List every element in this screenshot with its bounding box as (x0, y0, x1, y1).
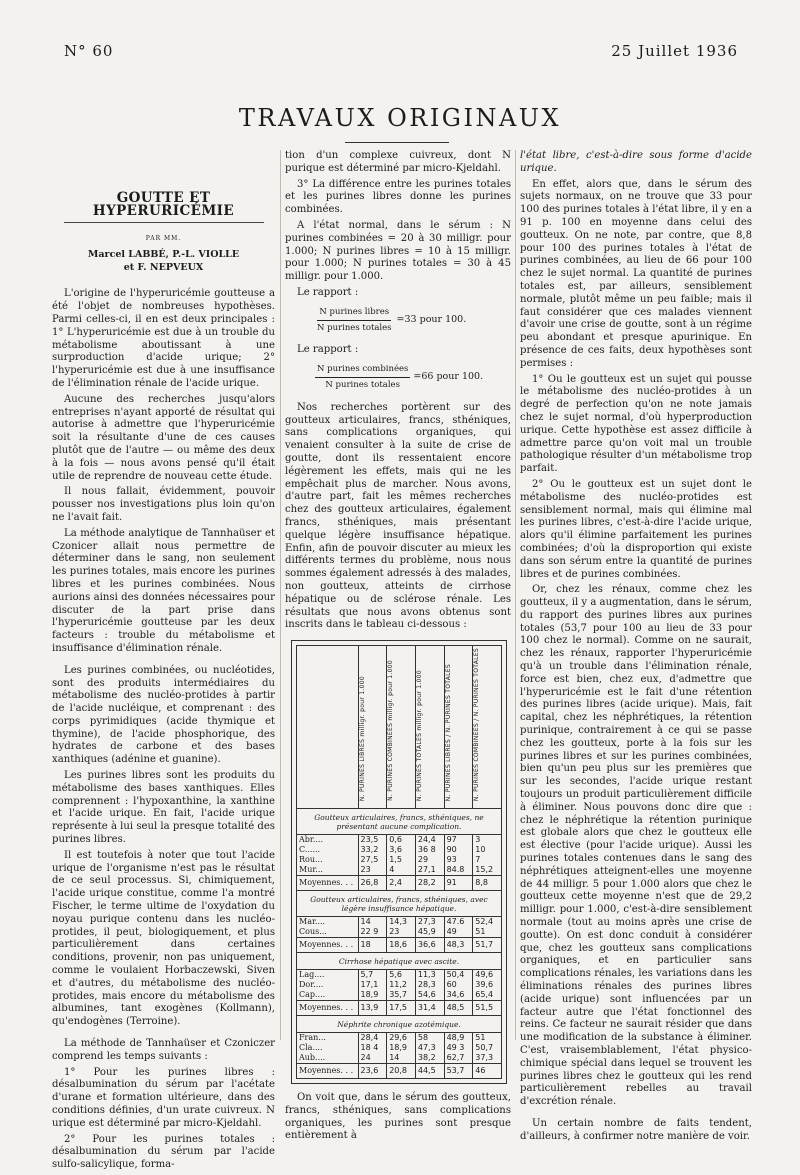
table-cell-value: 49,6 (473, 970, 502, 981)
table-cell-patient: Rou... (297, 855, 359, 865)
table-average-value: 28,2 (415, 876, 444, 891)
table-group-row (297, 953, 502, 970)
table-cell-value: 90 (444, 845, 473, 855)
table-average-value: 20,8 (387, 1064, 416, 1079)
rapport-label: Le rapport : (297, 286, 359, 298)
table-cell-value: 23,5 (358, 835, 387, 846)
table-cell-value: 3,6 (387, 845, 416, 855)
formula-ratio-free (315, 306, 511, 335)
table-average-value: 91 (444, 876, 473, 891)
table-cell-value: 47.6 (444, 917, 473, 928)
table-header: N. PURINES LIBRES milligr. pour 1.000 (358, 646, 387, 809)
table-cell-value: 49 3 (444, 1043, 473, 1053)
table-average-value: 48,3 (444, 938, 473, 953)
table-header: N. PURINES TOTALES milligr. pour 1.000 (415, 646, 444, 809)
table-average-value: 18,6 (387, 938, 416, 953)
table-cell-value: 23 (358, 865, 387, 876)
paragraph: Les purines combinées, ou nucléotides, sont des produits intermédiaires du métabolisme des nucléo-protides à partir de l'acide nucléique, et comprenant : des corps pyrimidiques (acide thymique et thymine), de l'acide phosphorique, des hydrates de carbone et des bases xanthiques (adénine et guanine). (52, 664, 275, 766)
column-1 (52, 186, 275, 1175)
paragraph: Aucune des recherches jusqu'alors entreprises n'ayant apporté de résultat qui autorise à admettre que l'hyperuricémie soit la résultante d'une de ces causes plutôt que de l'autre — ou même des deux à la fois — nous avons pensé qu'il était utile de reprendre de nouveau cette étude. (52, 393, 275, 482)
paragraph: 2° Pour les purines totales : désalbumination du sérum par l'acide sulfo-salicylique, forma- (52, 1133, 275, 1171)
table-average-row (297, 1001, 502, 1016)
table-row (297, 970, 502, 981)
paragraph: On voit que, dans le sérum des goutteux, francs, sthéniques, sans complications organiques, les purines sont presque entièrement à (285, 1092, 511, 1142)
article-title-rule (64, 222, 264, 223)
table-cell-value: 49 (444, 927, 473, 938)
table-row (297, 980, 502, 990)
table-header: N. PURINES COMBINÉES / N. PURINES TOTALES (473, 646, 502, 809)
fraction-denominator: N purines totales (317, 322, 392, 333)
formula-result: =33 pour 100. (396, 313, 467, 325)
rapport-label: Le rapport : (297, 344, 359, 356)
table-average-label: Moyennes. . . (297, 876, 359, 891)
table-cell-value: 35,7 (387, 990, 416, 1001)
table-row (297, 927, 502, 938)
table-cell-value: 51 (473, 927, 502, 938)
table-header: N. PURINES LIBRES / N. PURINES TOTALES (444, 646, 473, 809)
table-cell-value: 29 (415, 855, 444, 865)
table-cell-value: 52,4 (473, 917, 502, 928)
column-divider-left (280, 150, 281, 1040)
table-average-value: 46 (473, 1064, 502, 1079)
issue-number: N° 60 (64, 42, 114, 60)
section-title: TRAVAUX ORIGINAUX (238, 104, 562, 132)
table-average-value: 23,6 (358, 1064, 387, 1079)
table-cell-patient: Dor.... (297, 980, 359, 990)
table-average-value: 26,8 (358, 876, 387, 891)
table-cell-value: 54,6 (415, 990, 444, 1001)
paragraph: Or, chez les rénaux, comme chez les goutteux, il y a augmentation, dans le sérum, du rapport des purines libres aux purines totales (53,7 pour 100 au lieu de 33 pour 100 chez le normal). Comme on ne saurait, chez les rénaux, rapporter l'hyperuricémie qu'à un trouble dans l'élimination rénale, force est bien, chez eux, d'admettre que l'hyperuricémie est le fait d'une rétention des purines libres (acide urique). Mais, fait capital, chez les néphrétiques, la rétention purinique, contrairement à ce qui se passe chez les goutteux, porte à la fois sur les purines libres et sur les purines combinées, bien qu'un peu plus sur les premières que sur les secondes, l'acide urique restant toujours un produit particulièrement difficile à éliminer. Nous pouvons donc dire que : chez le néphrétique la rétention purinique est globale alors que chez le goutteux elle est élective (pour l'acide urique). Aussi les purines totales contenues dans le sang des néphrétiques atteignent-elles une moyenne de 44 milligr. 5 pour 1.000 alors que chez le goutteux cette moyenne n'est que de 29,2 milligr. pour 1.000, c'est-à-dire sensiblement normale (tout au moins après une crise de goutte). On est donc conduit à considérer que, chez les goutteux sans complications organiques, et en particulier sans complications rénales, les variations dans les éliminations rénales des purines libres (acide urique) sont influencées par un facteur autre que l'état fonctionnel des reins. Ce facteur ne saurait résider que dans une modification de la substance à éliminer. C'est, vraisemblablement, l'état physico-chimique spécial dans lequel se trouvent les purines libres chez le goutteux qui les rend particulièrement rebelles au travail d'excrétion rénale. (520, 584, 752, 1108)
table-cell-value: 17,1 (358, 980, 387, 990)
table-row (297, 845, 502, 855)
table-average-value: 17,5 (387, 1001, 416, 1016)
table-cell-value: 27,1 (415, 865, 444, 876)
paragraph: Les purines libres sont les produits du métabolisme des bases xanthiques. Elles comprennent : l'hypoxanthine, la xanthine et l'acide urique. En fait, l'acide urique représente à lui seul la presque totalité des purines libres. (52, 770, 275, 846)
table-cell-value: 50,7 (473, 1043, 502, 1053)
paragraph: 1° Ou le goutteux est un sujet qui pousse le métabolisme des nucléo-protides à un degré de perfection qu'on ne note jamais chez le sujet normal, d'où hyperproduction urique. Cette hypothèse est assez difficile à admettre parce qu'on voit mal un trouble pathologique résulter d'un métabolisme trop parfait. (520, 373, 752, 475)
fraction-numerator: N purines libres (317, 306, 391, 321)
table-average-value: 2,4 (387, 876, 416, 891)
table-average-value: 44,5 (415, 1064, 444, 1079)
paragraph: l'état libre, c'est-à-dire sous forme d'acide urique. (520, 150, 752, 174)
column-2 (285, 150, 511, 1146)
table-row (297, 1033, 502, 1044)
table-cell-value: 39,6 (473, 980, 502, 990)
table-cell-value: 14 (387, 1053, 416, 1064)
table-row (297, 1053, 502, 1064)
column-divider-right (515, 150, 516, 1040)
table-cell-value: 27,3 (415, 917, 444, 928)
table-average-value: 8,8 (473, 876, 502, 891)
table-cell-patient: Fran... (297, 1033, 359, 1044)
table-average-label: Moyennes. . . (297, 1064, 359, 1079)
table-cell-value: 48,9 (444, 1033, 473, 1044)
table-cell-value: 22 9 (358, 927, 387, 938)
table-row (297, 835, 502, 846)
table-cell-value: 51 (473, 1033, 502, 1044)
table-average-label: Moyennes. . . (297, 938, 359, 953)
fraction (315, 306, 394, 335)
fraction (315, 363, 410, 392)
table-average-value: 51,7 (473, 938, 502, 953)
table-cell-value: 62,7 (444, 1053, 473, 1064)
paragraph: Il est toutefois à noter que tout l'acide urique de l'organisme n'est pas le résultat de ce seul processus. Si, chimiquement, l'acide urique constitue, comme l'a montré Fischer, le terme ultime de l'oxydation du noyau purique contenu dans les nucléo-protides, il peut, biologiquement, et plus particulièrement dans certaines conditions, provenir, non pas uniquement, comme le voulaient Horbaczewski, Siven et d'autres, du métabolisme des nucléo-protides, mais encore du métabolisme des albumines, tant exogènes (Kollmann), qu'endogènes (Terroine). (52, 849, 275, 1028)
table-group-row (297, 891, 502, 917)
column-3 (520, 150, 752, 1147)
paragraph: L'origine de l'hyperuricémie goutteuse a été l'objet de nombreuses hypothèses. Parmi celles-ci, il en est deux principales : 1° L'hyperuricémie est due à un trouble du métabolisme aboutissant à une surproduction d'acide urique; 2° l'hyperuricémie est due à une insuffisance de l'élimination rénale de l'acide urique. (52, 288, 275, 389)
paragraph: La méthode de Tannhaüser et Czoniczer comprend les temps suivants : (52, 1038, 275, 1062)
table-cell-value: 60 (444, 980, 473, 990)
table-average-value: 48,5 (444, 1001, 473, 1016)
paragraph: tion d'un complexe cuivreux, dont N purique est déterminé par micro-Kjeldahl. (285, 150, 511, 174)
paragraph: Un certain nombre de faits tendent, d'ailleurs, à confirmer notre manière de voir. (520, 1117, 752, 1142)
table-cell-value: 27,5 (358, 855, 387, 865)
paragraph: La méthode analytique de Tannhaüser et Czonicer allait nous permettre de déterminer dans le sang, non seulement les purines totales, mais encore les purines libres et les purines combinées. Nous aurions ainsi des données nécessaires pour discuter de la part prise dans l'hyperuricémie goutteuse par les deux facteurs : trouble du métabolisme et insuffisance d'élimination rénale. (52, 527, 275, 654)
table-average-row (297, 1064, 502, 1079)
table-row (297, 990, 502, 1001)
table-cell-value: 10 (473, 845, 502, 855)
table-header-blank (297, 646, 359, 809)
table-cell-value: 3 (473, 835, 502, 846)
table-cell-value: 38,2 (415, 1053, 444, 1064)
table-cell-value: 50,4 (444, 970, 473, 981)
results-table (296, 645, 502, 1079)
paragraph: 3° La différence entre les purines totales et les purines libres donne les purines combinées. (285, 178, 511, 216)
table-cell-value: 15,2 (473, 865, 502, 876)
table-row (297, 1043, 502, 1053)
table-cell-value: 23 (387, 927, 416, 938)
table-cell-value: 5,6 (387, 970, 416, 981)
table-cell-value: 29,6 (387, 1033, 416, 1044)
formula-ratio-combined (315, 363, 511, 392)
table-cell-patient: Aub.... (297, 1053, 359, 1064)
table-group-label: Goutteux articulaires, francs, sthéniques, avec légère insuffisance hépatique. (297, 891, 502, 917)
table-cell-value: 36 8 (415, 845, 444, 855)
table-cell-value: 28,4 (358, 1033, 387, 1044)
table-cell-value: 28,3 (415, 980, 444, 990)
table-cell-value: 1,5 (387, 855, 416, 865)
table-cell-patient: Cous... (297, 927, 359, 938)
table-average-value: 36,6 (415, 938, 444, 953)
table-cell-value: 33,2 (358, 845, 387, 855)
paragraph: 2° Ou le goutteux est un sujet dont le métabolisme des nucléo-protides est sensiblement normal, mais qui élimine mal les purines libres, c'est-à-dire l'acide urique, alors qu'il élimine parfaitement les purines combinées; d'où la disproportion qui existe dans son sérum entre la quantité de purines libres et de purines combinées. (520, 478, 752, 580)
table-cell-patient: Cap.... (297, 990, 359, 1001)
results-table-frame (291, 640, 507, 1084)
table-cell-value: 37,3 (473, 1053, 502, 1064)
authors-line-1: Marcel LABBÉ, P.-L. VIOLLE (87, 249, 240, 261)
table-cell-value: 65,4 (473, 990, 502, 1001)
table-average-row (297, 876, 502, 891)
table-cell-value: 47,3 (415, 1043, 444, 1053)
table-cell-value: 24 (358, 1053, 387, 1064)
table-cell-value: 24,4 (415, 835, 444, 846)
table-row (297, 855, 502, 865)
table-group-row (297, 809, 502, 835)
table-cell-patient: Abr.... (297, 835, 359, 846)
table-body (297, 809, 502, 1079)
table-cell-patient: Mur... (297, 865, 359, 876)
table-cell-value: 11,2 (387, 980, 416, 990)
issue-date: 25 Juillet 1936 (611, 42, 738, 60)
table-cell-value: 97 (444, 835, 473, 846)
article-authors (52, 248, 275, 274)
table-cell-value: 11,3 (415, 970, 444, 981)
table-header-row (297, 646, 502, 809)
table-cell-value: 5,7 (358, 970, 387, 981)
table-cell-patient: Lag.... (297, 970, 359, 981)
table-cell-patient: Cla.... (297, 1043, 359, 1053)
paragraph: Il nous fallait, évidemment, pouvoir pousser nos investigations plus loin qu'on ne l'avait fait. (52, 486, 275, 523)
table-average-value: 51,5 (473, 1001, 502, 1016)
table-cell-value: 18 4 (358, 1043, 387, 1053)
article-title: GOUTTE ET HYPERURICÉMIE (92, 190, 235, 219)
fraction-numerator: N purines combinées (315, 363, 410, 378)
table-cell-value: 7 (473, 855, 502, 865)
table-cell-value: 18,9 (358, 990, 387, 1001)
table-cell-value: 84.8 (444, 865, 473, 876)
table-cell-value: 34,6 (444, 990, 473, 1001)
paragraph: Nos recherches portèrent sur des goutteux articulaires, francs, sthéniques, sans complications organiques, qui venaient consulter à la suite de crise de goutte, dont ils ressentaient encore légèrement les effets, mais qui ne les empêchait plus de marcher. Nous avons, d'autre part, fait les mêmes recherches chez des goutteux articulaires, également francs, sthéniques, mais présentant quelque légère insuffisance hépatique. Enfin, afin de pouvoir discuter au mieux les différents termes du problème, nous nous sommes également adressés à des malades, non goutteux, atteints de cirrhose hépatique ou de sclérose rénale. Les résultats que nous avons obtenus sont inscrits dans le tableau ci-dessous : (285, 401, 511, 631)
paragraph: En effet, alors que, dans le sérum des sujets normaux, on ne trouve que 33 pour 100 des purines totales à l'état libre, il y en a 91 p. 100 en moyenne dans celui des goutteux. On ne note, par contre, que 8,8 pour 100 des purines totales à l'état de purines combinées, au lieu de 66 pour 100 chez le sujet normal. La quantité de purines totales est, par ailleurs, sensiblement normale, plutôt même un peu faible; mais il faut considérer que ces malades viennent d'avoir une crise de goutte, sont à un régime peu abondant et presque apurinique. En présence de ces faits, deux hypothèses sont permises : (520, 178, 752, 369)
table-group-label: Goutteux articulaires, francs, sthéniques, ne présentant aucune complication. (297, 809, 502, 835)
table-cell-value: 4 (387, 865, 416, 876)
table-cell-value: 58 (415, 1033, 444, 1044)
section-title-rule (345, 142, 449, 143)
table-average-value: 18 (358, 938, 387, 953)
table-row (297, 917, 502, 928)
table-average-value: 13,9 (358, 1001, 387, 1016)
table-row (297, 865, 502, 876)
table-average-value: 53,7 (444, 1064, 473, 1079)
page-header (64, 42, 738, 62)
table-average-row (297, 938, 502, 953)
table-average-label: Moyennes. . . (297, 1001, 359, 1016)
authors-prefix: PAR MM. (145, 234, 182, 242)
fraction-denominator: N purines totales (325, 379, 400, 390)
paragraph: A l'état normal, dans le sérum : N purines combinées = 20 à 30 milligr. pour 1.000; N purines libres = 10 à 15 milligr. pour 1.000; N purines totales = 30 à 45 milligr. pour 1.000. (285, 219, 511, 283)
table-cell-patient: C...... (297, 845, 359, 855)
table-group-label: Néphrite chronique azotémique. (297, 1016, 502, 1033)
table-average-value: 31,4 (415, 1001, 444, 1016)
table-group-label: Cirrhose hépatique avec ascite. (297, 953, 502, 970)
paragraph: 1° Pour les purines libres : désalbumination du sérum par l'acétate d'urane et formation ultérieure, dans des conditions définies, d'un urate cuivreux. N urique est déterminé par micro-Kjeldahl. (52, 1066, 275, 1129)
table-group-row (297, 1016, 502, 1033)
table-cell-value: 18,9 (387, 1043, 416, 1053)
table-cell-patient: Mar.... (297, 917, 359, 928)
authors-line-2: et F. NEPVEUX (123, 262, 204, 274)
table-cell-value: 0,6 (387, 835, 416, 846)
table-cell-value: 45,9 (415, 927, 444, 938)
table-cell-value: 14,3 (387, 917, 416, 928)
formula-result: =66 pour 100. (413, 371, 484, 383)
table-header: N. PURINES COMBINÉES milligr. pour 1.000 (387, 646, 416, 809)
table-cell-value: 14 (358, 917, 387, 928)
table-cell-value: 93 (444, 855, 473, 865)
